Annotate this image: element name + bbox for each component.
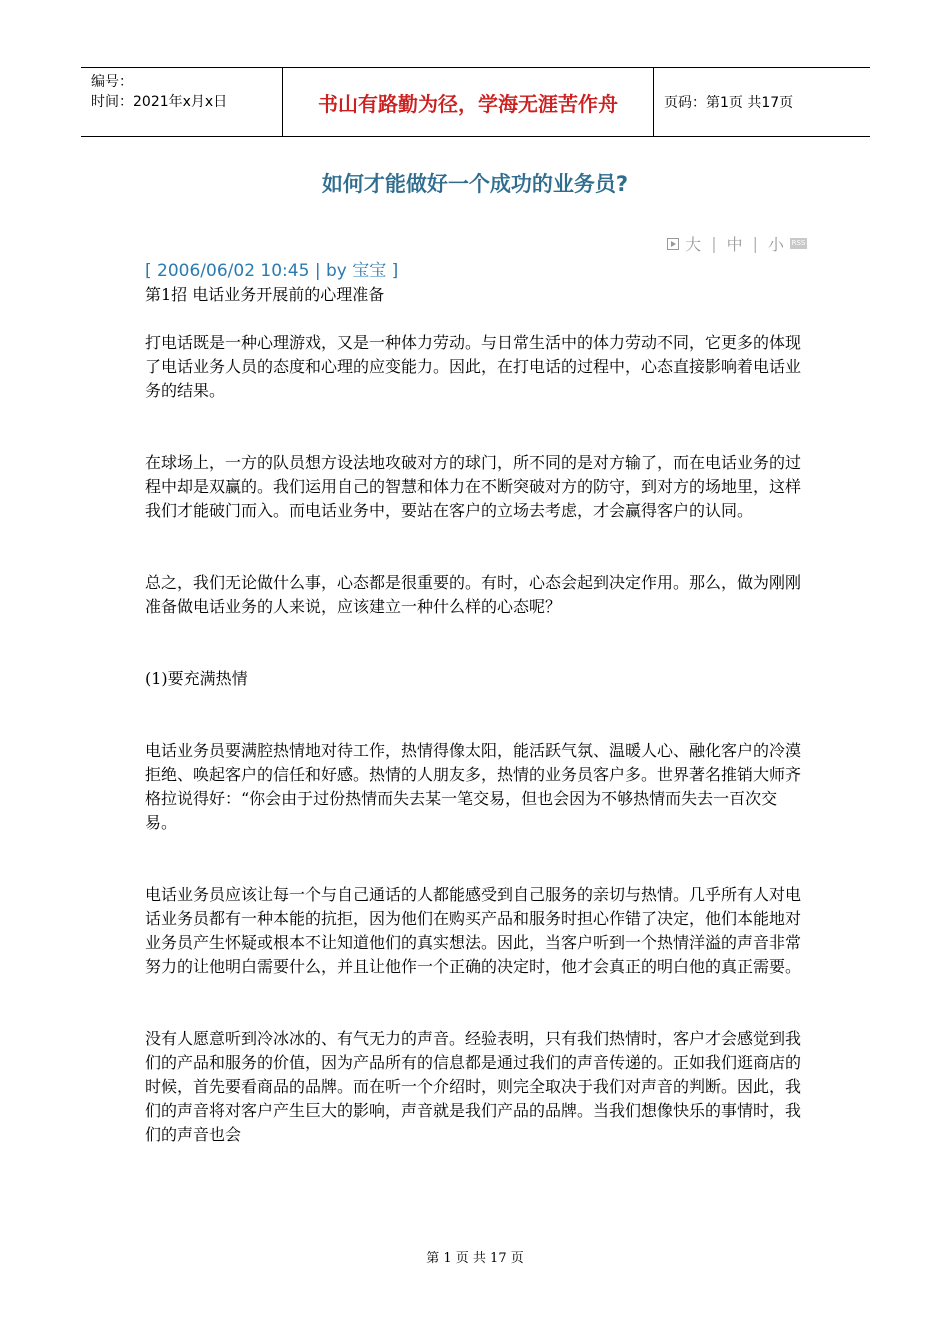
article-body: [145, 283, 805, 1147]
paragraph: 电话业务员要满腔热情地对待工作，热情得像太阳，能活跃气氛、温暖人心、融化客户的冷漠拒绝、唤起客户的信任和好感。热情的人朋友多，热情的业务员客户多。世界著名推销大师齐格拉说得好：“你会由于过份热情而失去某一笔交易，但也会因为不够热情而失去一百次交易。: [145, 741, 802, 832]
header-info-cell: [81, 68, 282, 136]
separator: |: [752, 234, 758, 253]
page-label: 页码：第1页 共17页: [664, 95, 794, 111]
post-date: [ 2006/06/02 10:45 | by: [145, 261, 347, 281]
motto: 书山有路勤为径，学海无涯苦作舟: [318, 91, 618, 116]
header-table: [81, 67, 870, 137]
paragraph: 电话业务员应该让每一个与自己通话的人都能感受到自己服务的亲切与热情。几乎所有人对电话业务员都有一种本能的抗拒，因为他们在购买产品和服务时担心作错了决定，他们本能地对业务员产生怀疑或根本不让知道他们的真实想法。因此，当客户听到一个热情洋溢的声音非常努力的让他明白需要什么，并且让他作一个正确的决定时，他才会真正的明白他的真正需要。: [145, 885, 802, 976]
post-meta: [145, 256, 398, 281]
paragraph: 打电话既是一种心理游戏，又是一种体力劳动。与日常生活中的体力劳动不同，它更多的体现了电话业务人员的态度和心理的应变能力。因此，在打电话的过程中，心态直接影响着电话业务的结果。: [145, 333, 802, 400]
paragraph: 在球场上，一方的队员想方设法地攻破对方的球门，所不同的是对方输了，而在电话业务的过程中却是双赢的。我们运用自己的智慧和体力在不断突破对方的防守，到对方的场地里，这样我们才能破门而入。而电话业务中，要站在客户的立场去考虑，才会赢得客户的认同。: [145, 453, 802, 520]
font-size-large-link[interactable]: 大: [685, 235, 702, 254]
motto-cell: [282, 68, 654, 136]
section-heading: 第1招 电话业务开展前的心理准备: [145, 285, 385, 304]
page-info-cell: [654, 68, 870, 136]
page-title: 如何才能做好一个成功的业务员?: [321, 172, 629, 196]
font-size-medium-link[interactable]: 中: [726, 235, 743, 254]
rss-icon[interactable]: RSS: [791, 239, 806, 247]
meta-close: ]: [391, 261, 399, 281]
font-size-bar: [667, 232, 807, 255]
paragraph: 总之，我们无论做什么事，心态都是很重要的。有时，心态会起到决定作用。那么，做为刚刚准备做电话业务的人来说，应该建立一种什么样的心态呢？: [145, 573, 802, 616]
number-label: 编号：: [91, 74, 133, 90]
subheading: (1)要充满热情: [145, 669, 248, 688]
separator: |: [711, 234, 717, 253]
play-icon[interactable]: [667, 238, 679, 250]
font-size-small-link[interactable]: 小: [767, 235, 784, 254]
time-label: 时间：2021年x月x日: [91, 94, 228, 110]
author-link[interactable]: 宝宝: [352, 261, 387, 281]
page-footer: 第 1 页 共 17 页: [426, 1251, 524, 1266]
paragraph: 没有人愿意听到冷冰冰的、有气无力的声音。经验表明，只有我们热情时，客户才会感觉到我们的产品和服务的价值，因为产品所有的信息都是通过我们的声音传递的。正如我们逛商店的时候，首先要看商品的品牌。而在听一个介绍时，则完全取决于我们对声音的判断。因此，我们的声音将对客户产生巨大的影响，声音就是我们产品的品牌。当我们想像快乐的事情时，我们的声音也会: [145, 1029, 802, 1144]
